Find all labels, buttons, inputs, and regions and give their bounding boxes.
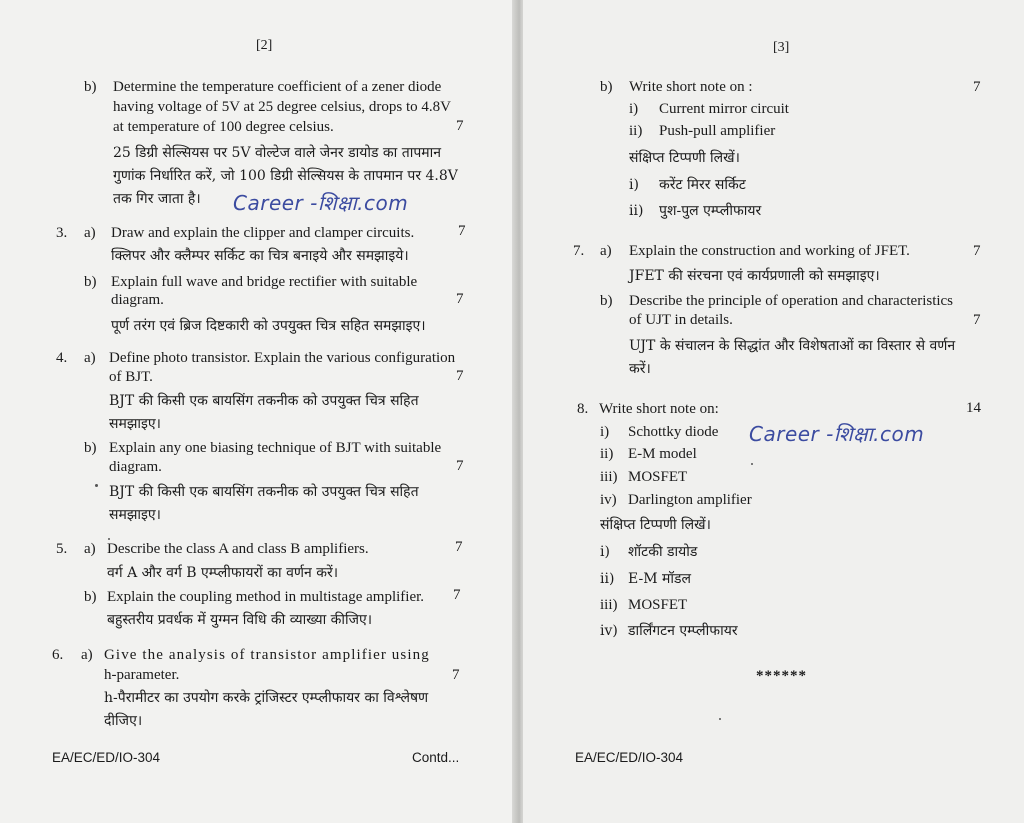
question-text-hindi: तक गिर जाता है। (113, 191, 201, 207)
list-item-num: i) (600, 424, 610, 440)
list-item: Schottky diode (628, 424, 719, 440)
list-item-hindi: डार्लिंगटन एम्प्लीफायर (628, 623, 738, 639)
question-text: having voltage of 5V at 25 degree celsius, drops to 4.8V (113, 99, 451, 115)
question-text-hindi: क्लिपर और क्लैम्पर सर्किट का चित्र बनाइये और समझाइये। (111, 248, 409, 264)
question-number: 7. (573, 243, 585, 259)
list-item-num: ii) (600, 446, 614, 462)
marks: 7 (456, 458, 464, 474)
paper-code: EA/EC/ED/IO-304 (575, 750, 684, 765)
question-text-hindi: JFET की संरचना एवं कार्यप्रणाली को समझाइए। (629, 268, 880, 284)
list-item-num: iv) (600, 623, 618, 639)
list-item-num: ii) (629, 123, 643, 139)
watermark-stamp: Career -शिक्षा.com (233, 191, 409, 215)
marks: 7 (456, 118, 464, 134)
question-part-label: a) (81, 647, 93, 663)
question-part-label: b) (84, 274, 97, 290)
page-number: [3] (773, 40, 790, 55)
marks: 7 (456, 368, 464, 384)
question-text-hindi: BJT की किसी एक बायसिंग तकनीक को उपयुक्त चित्र सहित (109, 484, 419, 500)
question-text-hindi: समझाइए। (109, 507, 161, 523)
marks: 7 (973, 79, 981, 95)
right-page (523, 0, 1024, 823)
list-item: Push-pull amplifier (659, 123, 776, 139)
question-number: 4. (56, 350, 68, 366)
question-text: Explain any one biasing technique of BJT with suitable (109, 440, 442, 456)
list-item-num: ii) (629, 203, 644, 219)
marks: 7 (973, 243, 981, 259)
question-text-hindi: h-पैरामीटर का उपयोग करके ट्रांजिस्टर एम्प्लीफायर का विश्लेषण (104, 690, 429, 706)
question-text-hindi: गुणांक निर्धारित करें, जो 100 डिग्री सेल्सियस के तापमान पर 4.8V (113, 168, 458, 184)
list-item: Darlington amplifier (628, 492, 752, 508)
list-item-hindi: E-M मॉडल (628, 571, 691, 587)
question-number: 5. (56, 541, 68, 557)
question-text: Explain the construction and working of JFET. (629, 243, 910, 259)
question-number: 6. (52, 647, 64, 663)
question-text-hindi: संक्षिप्त टिप्पणी लिखें। (600, 517, 711, 533)
question-text: diagram. (109, 459, 162, 475)
list-item-hindi: करेंट मिरर सर्किट (659, 177, 746, 193)
continued-marker: Contd... (412, 750, 460, 765)
list-item-num: i) (600, 544, 610, 560)
marks: 7 (973, 312, 981, 328)
question-text-hindi: समझाइए। (109, 416, 161, 432)
question-text: of BJT. (109, 369, 153, 385)
question-text: Explain the coupling method in multistage amplifier. (107, 589, 425, 605)
paper-speck (719, 718, 721, 720)
question-text: Draw and explain the clipper and clamper circuits. (111, 225, 415, 241)
list-item-num: iii) (600, 597, 618, 613)
question-text-hindi: 25 डिग्री सेल्सियस पर 5V वोल्टेज वाले जेनर डायोड का तापमान (113, 145, 442, 161)
question-text: Describe the principle of operation and characteristics (629, 293, 954, 309)
question-text: of UJT in details. (629, 312, 733, 328)
question-text-hindi: BJT की किसी एक बायसिंग तकनीक को उपयुक्त चित्र सहित (109, 393, 419, 409)
list-item-num: i) (629, 177, 639, 193)
question-text-hindi: पूर्ण तरंग एवं ब्रिज दिष्टकारी को उपयुक्त चित्र सहित समझाइए। (111, 318, 426, 334)
question-part-label: a) (84, 350, 96, 366)
question-text-hindi: संक्षिप्त टिप्पणी लिखें। (629, 150, 740, 166)
list-item-num: ii) (600, 571, 615, 587)
list-item-num: iii) (600, 469, 618, 485)
question-text-hindi: UJT के संचालन के सिद्धांत और विशेषताओं का विस्तार से वर्णन (629, 338, 956, 354)
question-text: Explain full wave and bridge rectifier with suitable (111, 274, 418, 290)
list-item-num: i) (629, 101, 639, 117)
marks: 14 (966, 400, 981, 416)
marks: 7 (458, 223, 466, 239)
question-part-label: b) (84, 440, 97, 456)
list-item-hindi: पुश-पुल एम्प्लीफायर (659, 203, 762, 219)
question-part-label: a) (84, 541, 96, 557)
question-number: 3. (56, 225, 68, 241)
page-number: [2] (256, 38, 273, 53)
paper-speck (95, 484, 98, 487)
question-text: Describe the class A and class B amplifiers. (107, 541, 369, 557)
end-of-paper-marker: ****** (756, 668, 807, 684)
paper-speck (751, 463, 753, 465)
question-text-hindi: बहुस्तरीय प्रवर्धक में युग्मन विधि की व्याख्या कीजिए। (107, 612, 373, 628)
paper-speck (108, 538, 110, 540)
marks: 7 (455, 539, 463, 555)
list-item: MOSFET (628, 469, 688, 485)
question-text: Define photo transistor. Explain the various configuration (109, 350, 456, 366)
question-part-label: a) (84, 225, 96, 241)
question-text-hindi: दीजिए। (104, 713, 143, 729)
question-text: diagram. (111, 292, 164, 308)
question-part-label: b) (600, 79, 613, 95)
question-text-hindi: वर्ग A और वर्ग B एम्प्लीफायरों का वर्णन करें। (107, 565, 338, 581)
paper-code: EA/EC/ED/IO-304 (52, 750, 161, 765)
question-text: at temperature of 100 degree celsius. (113, 119, 334, 135)
list-item-hindi: शॉटकी डायोड (628, 544, 698, 560)
question-text-hindi: करें। (629, 361, 651, 377)
list-item: E-M model (628, 446, 697, 462)
list-item: Current mirror circuit (659, 101, 789, 117)
question-text: Write short note on : (629, 79, 753, 95)
question-part-label: b) (84, 589, 97, 605)
question-text: Write short note on: (599, 401, 719, 417)
question-text: Give the analysis of transistor amplifier using (104, 647, 430, 663)
question-part-label: b) (600, 293, 613, 309)
marks: 7 (452, 667, 460, 683)
marks: 7 (453, 587, 461, 603)
list-item-num: iv) (600, 492, 617, 508)
question-text: Determine the temperature coefficient of a zener diode (113, 79, 442, 95)
question-number: 8. (577, 401, 589, 417)
marks: 7 (456, 291, 464, 307)
watermark-stamp: Career -शिक्षा.com (749, 422, 925, 446)
question-part-label: b) (84, 79, 97, 95)
question-text: h-parameter. (104, 667, 180, 683)
question-part-label: a) (600, 243, 612, 259)
list-item: MOSFET (628, 597, 688, 613)
